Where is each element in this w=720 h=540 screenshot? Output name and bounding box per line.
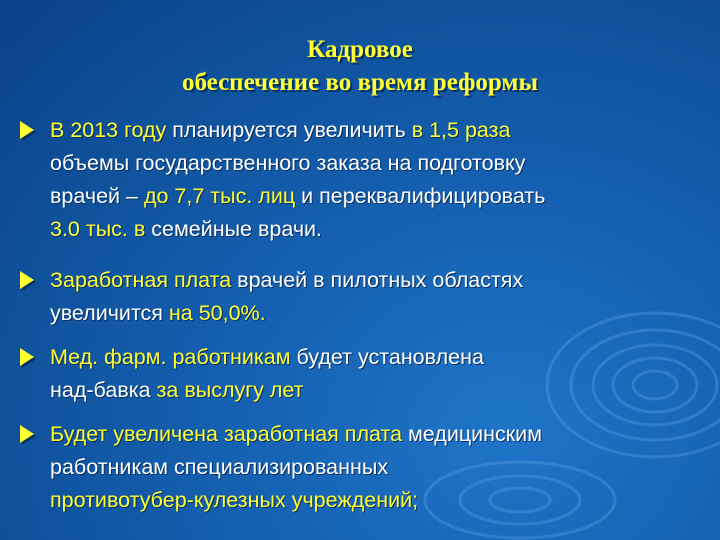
bullet-text-line (50, 378, 303, 402)
arrow-bullet-icon (20, 425, 34, 443)
body-text: семейные врачи. (145, 217, 323, 241)
body-text: врачей в пилотных областях (231, 268, 524, 292)
highlighted-text: на 50,0%. (168, 301, 266, 325)
highlighted-text: до 7,7 тыс. лиц (143, 184, 296, 208)
bullet-text-line (50, 118, 510, 142)
arrow-bullet-icon (20, 348, 34, 366)
body-text: планируется увеличить (166, 118, 412, 142)
body-text: будет установлена (290, 345, 484, 369)
bullet-text-line (50, 422, 542, 446)
bullet-text-line (50, 455, 388, 479)
highlighted-text: В 2013 году (50, 118, 167, 142)
arrow-bullet-icon (20, 271, 34, 289)
highlighted-text: в 1,5 раза (411, 118, 511, 142)
highlighted-text: противотубер-кулезных учреждений; (50, 488, 419, 512)
body-text: медицинским (402, 422, 542, 446)
highlighted-text: Будет увеличена заработная плата (50, 422, 403, 446)
title-line-1: Кадровое (307, 36, 413, 63)
highlighted-text: Заработная плата (50, 268, 232, 292)
arrow-bullet-icon (20, 121, 34, 139)
bullet-text-line (50, 217, 322, 241)
body-text: и переквалифицировать (295, 184, 546, 208)
body-text: работникам специализированных (50, 455, 389, 479)
bullet-text-line (50, 345, 484, 369)
body-text: над-бавка (50, 378, 157, 402)
title-line-2: обеспечение во время реформы (182, 69, 538, 96)
body-text: увеличится (50, 301, 169, 325)
bullet-text-line (50, 268, 523, 292)
body-text: врачей – (50, 184, 144, 208)
bullet-text-line (50, 184, 545, 208)
highlighted-text: Мед. фарм. работникам (50, 345, 291, 369)
highlighted-text: 3.0 тыс. в (50, 217, 146, 241)
bullet-text-line (50, 151, 525, 175)
body-text: объемы государственного заказа на подготовку (50, 151, 526, 175)
bullet-text-line (50, 488, 418, 512)
bullet-text-line (50, 301, 266, 325)
highlighted-text: за выслугу лет (156, 378, 304, 402)
